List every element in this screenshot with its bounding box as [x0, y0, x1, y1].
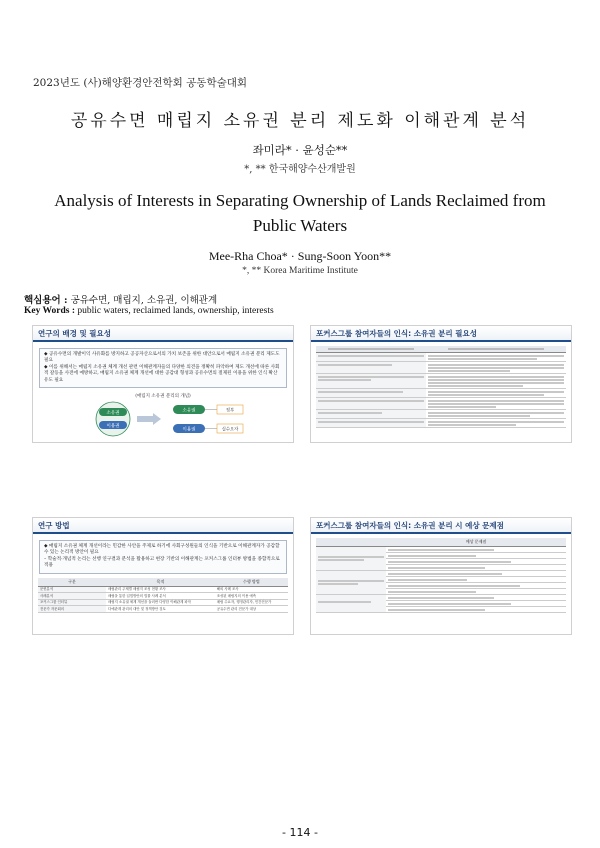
- keywords-korean: [24, 292, 217, 306]
- table-row: [38, 599, 288, 606]
- keywords-korean-label: 핵심용어 :: [24, 295, 68, 306]
- slide-necessity: [310, 325, 572, 443]
- slide-header: [311, 326, 571, 342]
- node-label: 실수요자: [221, 427, 239, 433]
- table-cell: 해외 사례 조사: [215, 586, 288, 593]
- bullet-text: ◆ 공유수면의 개발이익 사유화를 방지하고 공공자산으로서의 가치 보존을 위한 대안으로서 매립지 소유권 분리 제도도 필요: [44, 352, 280, 364]
- table-cell: 매립 수요자, 행정관리자, 민간전문가: [215, 599, 288, 606]
- slide-expected-problems: [310, 517, 572, 635]
- table-cell: 다예관계 관리의 대안 및 정책방안 검토: [106, 606, 215, 613]
- table-row: [38, 586, 288, 593]
- method-table: [38, 578, 288, 613]
- diagram-title: (매립지 소유권 분리의 개념): [135, 394, 191, 400]
- paper-title-korean: 공유수면 매립지 소유권 분리 제도화 이해관계 분석: [70, 111, 530, 131]
- paper-title-english: Analysis of Interests in Separating Ownership of Lands Reclaimed from Public Waters: [54, 191, 546, 235]
- slide-header: [33, 518, 293, 534]
- node-label: 이용권: [106, 424, 120, 430]
- bullet-text: ◆ 이를 위해서는 매립지 소유권 체계 개선 관련 이해관계자들의 다양한 의견을 정확히 파악하여 제도 개선에 따른 사회적 갈등을 사전에 예방하고, 매립지 소유권 체계 개선에 대한 공감대 형성과 공유수면의 절제된 이용을 위한 인식 확산 유도 필요: [44, 364, 280, 383]
- table-cell: 매립지 소유권 체계 개선을 둘러싼 다양한 이해관계 파악: [106, 599, 215, 606]
- combined-circle: [96, 402, 130, 436]
- keywords-english-label: Key Words :: [24, 306, 76, 316]
- table-cell: 매립관리 주제별 매립지 조성 현황 조사: [106, 586, 215, 593]
- table-header: 수행 방법: [215, 578, 288, 587]
- table-cell: 포커스그룹 인터뷰: [38, 599, 106, 606]
- table-cell: 문헌분석: [38, 586, 106, 593]
- authors-english: Mee-Rha Choa* · Sung-Soon Yoon**: [208, 249, 392, 263]
- table-cell: 매립을 통한 입법방안의 법률 사례 분석: [106, 593, 215, 600]
- table-cell: 사례분석: [38, 593, 106, 600]
- table-cell: 공유수면 관리 전문가 대상: [215, 606, 288, 613]
- page-number: - 114 -: [282, 826, 318, 839]
- table-header: 예상 문제점: [386, 538, 566, 547]
- table-cell: 전문가 자문회의: [38, 606, 106, 613]
- slide-title: 포커스그룹 참여자들의 인식: 소유권 분리 시 예상 문제점: [316, 520, 504, 530]
- bullet-box: [39, 348, 287, 388]
- affiliation-english: *, ** Korea Maritime Institute: [242, 266, 358, 276]
- node-label: 정부: [225, 408, 235, 414]
- affiliation-korean: *, ** 한국해양수산개발원: [244, 164, 356, 175]
- node-label: 소유권: [182, 408, 196, 414]
- table-row: [38, 606, 288, 613]
- table-header: 구분: [38, 578, 106, 587]
- slide-title: 연구 방법: [38, 520, 70, 530]
- conference-header: 2023년도 (사)해양환경안전학회 공동학술대회: [33, 77, 248, 89]
- slide-header: [311, 518, 571, 534]
- keywords-english: [24, 306, 274, 316]
- table-row: [38, 593, 288, 600]
- table-header: 목적: [106, 578, 215, 587]
- ownership-separation-diagram: [33, 399, 294, 439]
- bullet-box: [39, 540, 287, 574]
- node-label: 소유권: [106, 411, 120, 417]
- slide-title: 연구의 배경 및 필요성: [38, 328, 112, 338]
- slide-header: [33, 326, 293, 342]
- slide-method: [32, 517, 294, 635]
- table-cell: 조성된 매립지의 이용 예측: [215, 593, 288, 600]
- arrow-right-icon: [137, 413, 161, 425]
- keywords-english-text: public waters, reclaimed lands, ownership, interests: [77, 306, 274, 316]
- keywords-korean-text: 공유수면, 매립지, 소유권, 이해관계: [70, 295, 218, 306]
- authors-korean: 좌미라* · 윤성순**: [252, 143, 348, 157]
- slide-background: [32, 325, 294, 443]
- node-label: 이용권: [182, 427, 196, 433]
- bullet-text: ◆ 매립지 소유권 체계 개선이라는 민감한 사안을 주제로 하기에 사회구성원들의 인식을 기반으로 이해관계자가 공감할 수 있는 논리적 방안이 필요: [44, 544, 280, 556]
- perception-table: [316, 346, 566, 428]
- slide-title: 포커스그룹 참여자들의 인식: 소유권 분리 필요성: [316, 328, 477, 338]
- bullet-text: – 학술적·개념적 논리는 선행 연구결과 분석을 활용하고 현장 기반의 이해관계는 포커스그룹 인터뷰 방법을 종합적으로 적용: [44, 556, 280, 569]
- problems-table: [316, 538, 566, 613]
